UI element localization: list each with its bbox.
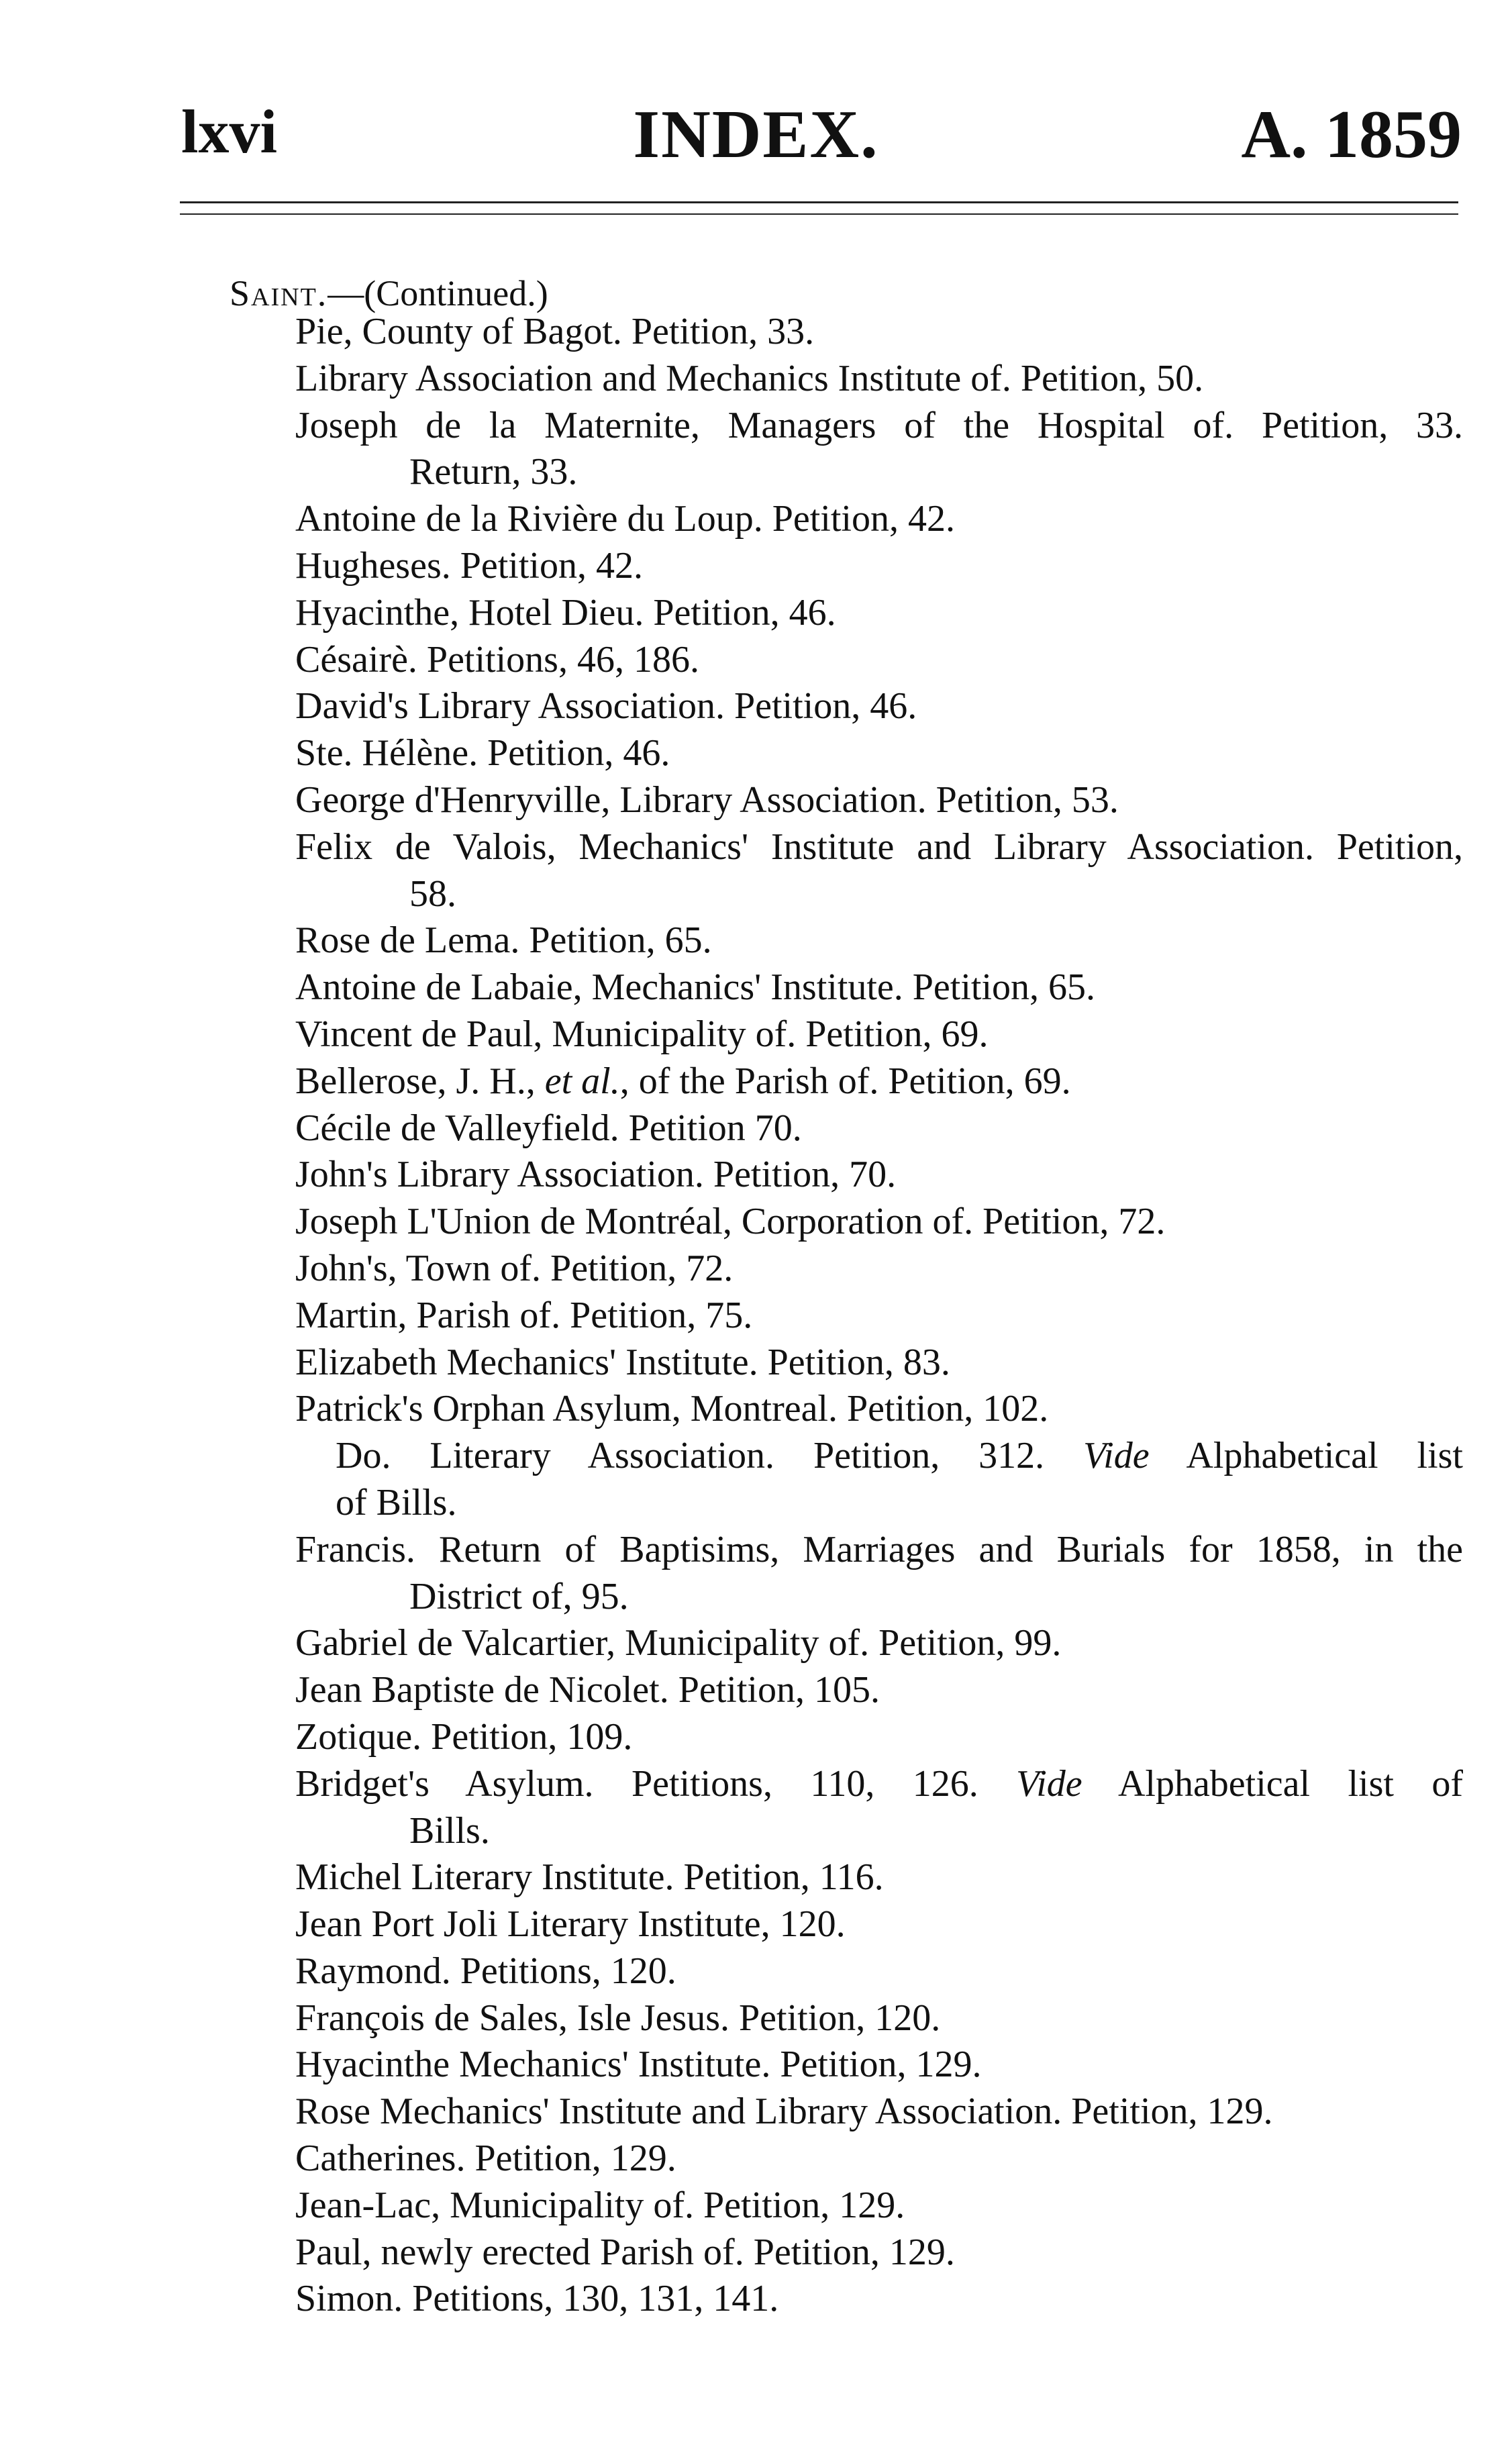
index-entry [295, 496, 1463, 543]
index-entry [295, 1527, 1463, 1621]
index-entry-continuation: Return, 33. [409, 451, 578, 493]
index-entry-text: Jean-Lac, Municipality of. Petition, 129. [295, 2184, 905, 2226]
index-entry-text: Simon. Petitions, 130, 131, 141. [295, 2278, 779, 2320]
index-entry-text: Bridget's Asylum. Petitions, 110, 126. Vide Alphabetical list of [295, 1762, 1463, 1805]
index-entry-text: Antoine de Labaie, Mechanics' Institute. Petition, 65. [295, 966, 1096, 1009]
page-title: INDEX. [633, 97, 879, 172]
index-entry [295, 1293, 1463, 1340]
index-entry [295, 637, 1463, 684]
index-entry-text: Zotique. Petition, 109. [295, 1715, 633, 1758]
index-entry [295, 356, 1463, 403]
index-entry [295, 917, 1463, 964]
index-entry-text: Joseph L'Union de Montréal, Corporation of. Petition, 72. [295, 1201, 1166, 1243]
index-entry-text: François de Sales, Isle Jesus. Petition, 120. [295, 1997, 941, 2039]
index-entry [295, 2089, 1463, 2136]
index-entry-text: Pie, County of Bagot. Petition, 33. [295, 311, 815, 352]
index-entry-text: Catherines. Petition, 129. [295, 2138, 676, 2180]
index-entry-text: Michel Literary Institute. Petition, 116. [295, 1856, 884, 1899]
index-entry-list [295, 309, 1463, 2323]
index-entry [295, 309, 1463, 356]
index-entry-text: Jean Port Joli Literary Institute, 120. [295, 1903, 846, 1946]
index-entry-text: Hyacinthe, Hotel Dieu. Petition, 46. [295, 591, 836, 634]
index-entry-text: Elizabeth Mechanics' Institute. Petition, 83. [295, 1341, 950, 1383]
index-entry [295, 824, 1463, 918]
index-entry-continuation: of Bills. [336, 1481, 457, 1523]
index-entry [295, 964, 1463, 1011]
index-entry [295, 730, 1463, 777]
index-entry [295, 2229, 1463, 2276]
header-rule-bottom [180, 213, 1458, 215]
index-entry [295, 1667, 1463, 1714]
index-entry-text: John's, Town of. Petition, 72. [295, 1247, 734, 1289]
index-entry-text: Paul, newly erected Parish of. Petition, 129. [295, 2231, 955, 2273]
index-entry [295, 1199, 1463, 1246]
index-entry [295, 1714, 1463, 1761]
index-entry [295, 1058, 1463, 1105]
index-entry [295, 1152, 1463, 1199]
index-entry-text: Antoine de la Rivière du Loup. Petition, 42. [295, 498, 955, 540]
index-entry [295, 777, 1463, 824]
index-entry-text: Jean Baptiste de Nicolet. Petition, 105. [295, 1669, 880, 1711]
index-entry-text: Joseph de la Maternite, Managers of the Hospital of. Petition, 33. [295, 404, 1463, 446]
index-entry-text: Bellerose, J. H., et al., of the Parish of. Petition, 69. [295, 1060, 1071, 1102]
index-entry-text: Raymond. Petitions, 120. [295, 1950, 676, 1992]
index-entry [295, 403, 1463, 497]
index-entry-text: Vincent de Paul, Municipality of. Petition, 69. [295, 1013, 989, 1055]
index-entry-text: Rose de Lema. Petition, 65. [295, 919, 712, 962]
page-year: A. 1859 [1241, 97, 1462, 172]
index-entry-text: Martin, Parish of. Petition, 75. [295, 1294, 753, 1336]
index-entry [295, 1901, 1463, 1948]
index-entry-text: John's Library Association. Petition, 70. [295, 1154, 897, 1196]
index-entry-text: Césairè. Petitions, 46, 186. [295, 638, 699, 681]
index-entry-text: Francis. Return of Baptisims, Marriages and Burials for 1858, in the [295, 1528, 1463, 1570]
section-heading-word: Saint. [230, 273, 328, 313]
index-entry-text: Library Association and Mechanics Institute of. Petition, 50. [295, 357, 1204, 399]
index-entry-text: George d'Henryville, Library Association. Petition, 53. [295, 779, 1119, 821]
index-entry [295, 2042, 1463, 2089]
index-entry [295, 2136, 1463, 2182]
index-entry-continuation: 58. [409, 872, 456, 915]
header-rule-top [180, 201, 1458, 203]
index-entry-text: Gabriel de Valcartier, Municipality of. Petition, 99. [295, 1622, 1062, 1664]
page-folio: lxvi [181, 97, 278, 166]
index-entry-text: Felix de Valois, Mechanics' Institute and Library Association. Petition, [295, 825, 1463, 868]
index-entry [295, 1854, 1463, 1901]
index-entry-text: Rose Mechanics' Institute and Library Association. Petition, 129. [295, 2091, 1273, 2133]
index-entry [295, 1995, 1463, 2042]
index-entry-text: David's Library Association. Petition, 46. [295, 685, 917, 727]
index-entry [295, 543, 1463, 590]
section-heading [230, 275, 548, 311]
index-entry [295, 2182, 1463, 2229]
index-entry-text: Do. Literary Association. Petition, 312. Vide Alphabetical list [336, 1435, 1463, 1477]
index-entry-text: Patrick's Orphan Asylum, Montreal. Petition, 102. [295, 1388, 1049, 1430]
index-entry [295, 1105, 1463, 1152]
index-entry-continuation: Bills. [409, 1809, 490, 1852]
index-entry [295, 590, 1463, 637]
index-entry [295, 683, 1463, 730]
index-entry-text: Cécile de Valleyfield. Petition 70. [295, 1107, 802, 1149]
section-continued-note: —(Continued.) [327, 273, 548, 313]
index-entry [295, 1246, 1463, 1293]
index-entry-text: Hugheses. Petition, 42. [295, 544, 643, 587]
index-entry-text: Ste. Hélène. Petition, 46. [295, 732, 670, 774]
index-entry [295, 1433, 1463, 1527]
index-entry-text: Hyacinthe Mechanics' Institute. Petition, 129. [295, 2044, 982, 2086]
index-entry [295, 1386, 1463, 1433]
index-entry [295, 1761, 1463, 1855]
index-entry [295, 1340, 1463, 1387]
index-entry [295, 2276, 1463, 2323]
index-entry [295, 1948, 1463, 1995]
index-entry-continuation: District of, 95. [409, 1575, 629, 1617]
index-entry [295, 1620, 1463, 1667]
index-entry [295, 1011, 1463, 1058]
